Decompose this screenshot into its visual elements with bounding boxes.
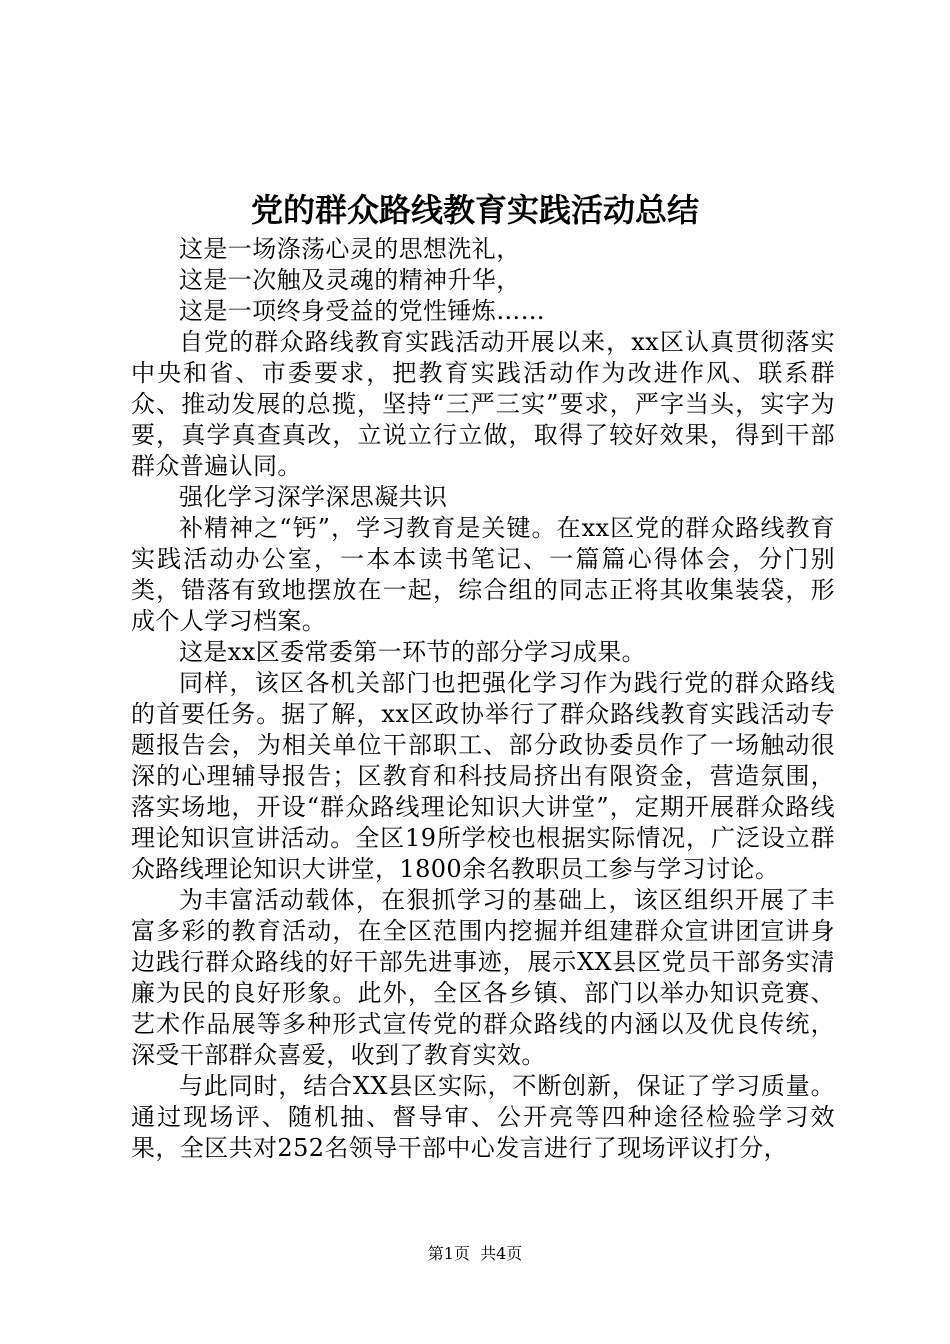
section-heading: 强化学习深学深思凝共识 — [179, 483, 448, 511]
document-title: 党的群众路线教育实践活动总结 — [250, 191, 699, 229]
paragraph: 补精神之“钙”，学习教育是关键。在xx区党的群众路线教育实践活动办公室，一本本读书笔记、一篇篇心得体会，分门别类，错落有致地摆放在一起，综合组的同志正将其收集装袋，形成个人学习档案。 — [131, 514, 835, 635]
paragraph: 与此同时，结合XX县区实际，不断创新，保证了学习质量。通过现场评、随机抽、督导审、公开亮等四种途径检验学习效果，全区共对252名领导干部中心发言进行了现场评议打分， — [131, 1072, 835, 1162]
paragraph: 这是一次触及灵魂的精神升华， — [179, 266, 521, 294]
page-number: 第1页 共4页 — [427, 1244, 523, 1263]
paragraph: 自党的群众路线教育实践活动开展以来，xx区认真贯彻落实中央和省、市委要求，把教育实践活动作为改进作风、联系群众、推动发展的总揽，坚持“三严三实”要求，严字当头，实字为要，真学真查真改，立说立行立做，取得了较好效果，得到干部群众普遍认同。 — [131, 328, 835, 480]
paragraph: 为丰富活动载体，在狠抓学习的基础上，该区组织开展了丰富多彩的教育活动，在全区范围内挖掘并组建群众宣讲团宣讲身边践行群众路线的好干部先进事迹，展示XX县区党员干部务实清廉为民的良好形象。此外，全区各乡镇、部门以举办知识竞赛、艺术作品展等多种形式宣传党的群众路线的内涵以及优良传统，深受干部群众喜爱，收到了教育实效。 — [131, 886, 835, 1069]
document-body — [131, 234, 835, 1164]
paragraph: 这是xx区委常委第一环节的部分学习成果。 — [179, 638, 647, 666]
paragraph: 这是一场涤荡心灵的思想洗礼， — [179, 235, 521, 263]
paragraph: 这是一项终身受益的党性锤炼…… — [179, 297, 545, 325]
page-footer — [0, 1242, 950, 1266]
paragraph: 同样，该区各机关部门也把强化学习作为践行党的群众路线的首要任务。据了解，xx区政协举行了群众路线教育实践活动专题报告会，为相关单位干部职工、部分政协委员作了一场触动很深的心理辅导报告；区教育和科技局挤出有限资金，营造氛围，落实场地，开设“群众路线理论知识大讲堂”，定期开展群众路线理论知识宣讲活动。全区19所学校也根据实际情况，广泛设立群众路线理论知识大讲堂，1800余名教职员工参与学习讨论。 — [131, 669, 835, 883]
